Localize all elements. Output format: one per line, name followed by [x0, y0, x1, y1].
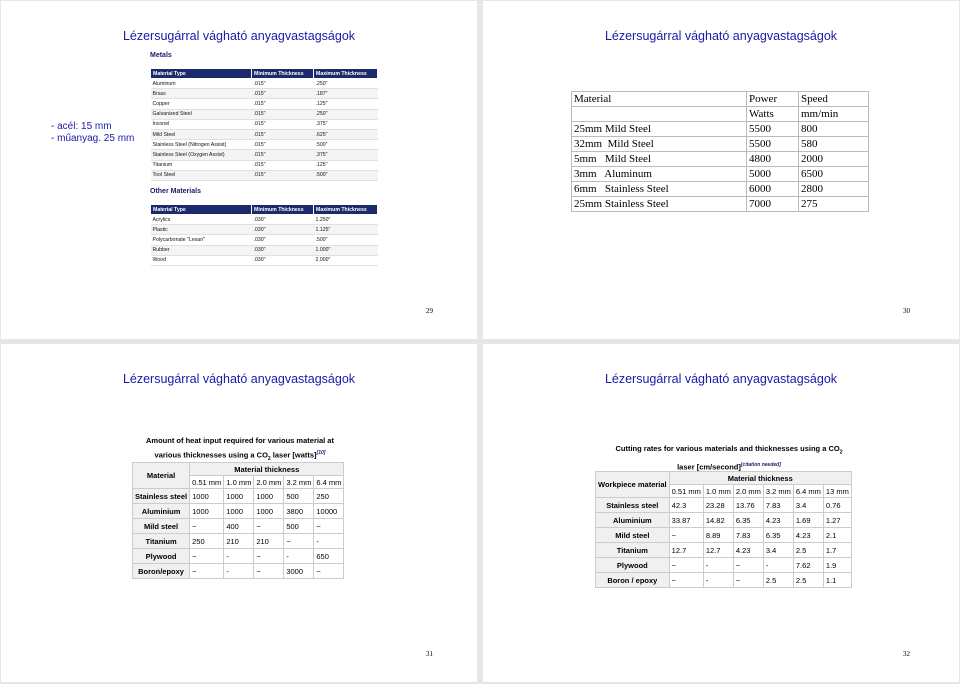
table-cell: 1000 — [224, 504, 254, 519]
column-header: Material Type — [151, 69, 252, 79]
citation-needed-link[interactable]: [citation needed] — [740, 461, 781, 468]
other-materials-heading: Other Materials — [150, 188, 201, 195]
metals-table — [150, 68, 378, 181]
table-cell: .015" — [252, 119, 314, 129]
caption-text: laser [watts] — [270, 450, 317, 460]
material-column-header: Material — [133, 463, 190, 489]
table-cell: .250" — [314, 109, 378, 119]
table-cell: − — [669, 528, 703, 543]
table-cell: 1.7 — [823, 543, 851, 558]
caption-subscript: 2 — [839, 449, 843, 456]
table-cell: .015" — [252, 99, 314, 109]
table-cell: .030" — [252, 215, 314, 225]
table-cell: Stainless Steel (Nitrogen Assist) — [151, 140, 252, 150]
table-cell: 12.7 — [669, 543, 703, 558]
table-row — [572, 137, 869, 152]
column-header: Maximum Thickness — [314, 69, 378, 79]
table-cell: 275 — [799, 197, 869, 212]
table-cell: 4.23 — [793, 528, 823, 543]
table-cell: - — [284, 549, 314, 564]
table-cell: 400 — [224, 519, 254, 534]
thickness-group-header: Material thickness — [669, 472, 851, 485]
table-cell: Galvanized Steel — [151, 109, 252, 119]
table-cell: .500" — [314, 170, 378, 180]
table-cell: Copper — [151, 99, 252, 109]
table-row — [572, 197, 869, 212]
table-cell: 25mm Stainless Steel — [572, 197, 747, 212]
table-cell: 2800 — [799, 182, 869, 197]
table-cell: - — [703, 573, 733, 588]
table-row — [151, 89, 378, 99]
table-cell: 800 — [799, 122, 869, 137]
table-cell: 23.28 — [703, 498, 733, 513]
table-cell: .030" — [252, 235, 314, 245]
bullet-item: - acél: 15 mm — [51, 121, 112, 132]
table-row — [151, 235, 378, 245]
table-row — [151, 245, 378, 255]
table-cell: 7000 — [747, 197, 799, 212]
table-cell: 32mm Mild Steel — [572, 137, 747, 152]
table-cell: .015" — [252, 129, 314, 139]
caption-text: various thicknesses using a CO — [154, 450, 268, 460]
table-cell: .015" — [252, 160, 314, 170]
cutting-rates-table — [595, 471, 852, 588]
page-number: 32 — [903, 650, 910, 658]
table-cell: 25mm Mild Steel — [572, 122, 747, 137]
table-cell: 3800 — [284, 504, 314, 519]
table-cell: − — [190, 564, 224, 579]
table-cell: mm/min — [799, 107, 869, 122]
table-cell: − — [254, 564, 284, 579]
table-cell: 1.69 — [793, 513, 823, 528]
thickness-cell: 0.51 mm — [669, 485, 703, 498]
table-cell: Mild Steel — [151, 129, 252, 139]
table-cell: Stainless Steel (Oxygen Assist) — [151, 150, 252, 160]
thickness-cell: 0.51 mm — [190, 476, 224, 489]
column-header: Maximum Thickness — [314, 205, 378, 215]
table-cell: 6000 — [747, 182, 799, 197]
table-cell: .015" — [252, 170, 314, 180]
table-row — [596, 498, 852, 513]
table-caption — [601, 443, 857, 473]
thickness-cell: 6.4 mm — [314, 476, 344, 489]
table-cell: 3.4 — [763, 543, 793, 558]
column-header: Material Type — [151, 205, 252, 215]
table-cell: 1000 — [190, 489, 224, 504]
table-cell: 3000 — [284, 564, 314, 579]
table-cell: Power — [747, 92, 799, 107]
table-cell: 5500 — [747, 137, 799, 152]
bullet-item: - műanyag. 25 mm — [51, 133, 135, 144]
thickness-cell: 2.0 mm — [733, 485, 763, 498]
header-row — [133, 463, 344, 476]
material-column-header: Workpiece material — [596, 472, 670, 498]
table-cell: Material — [572, 92, 747, 107]
slide-29 — [1, 1, 477, 339]
table-cell: − — [733, 573, 763, 588]
table-row — [596, 513, 852, 528]
table-cell: - — [703, 558, 733, 573]
table-cell: 10000 — [314, 504, 344, 519]
table-cell: Brass — [151, 89, 252, 99]
table-cell: 1.250" — [314, 215, 378, 225]
row-header: Stainless steel — [133, 489, 190, 504]
table-cell: 2.5 — [763, 573, 793, 588]
table-cell: Inconel — [151, 119, 252, 129]
table-row — [572, 182, 869, 197]
table-cell: .625" — [314, 129, 378, 139]
table-row — [151, 140, 378, 150]
header-row — [596, 472, 852, 485]
row-header: Mild steel — [596, 528, 670, 543]
table-cell: 5500 — [747, 122, 799, 137]
table-cell: .030" — [252, 245, 314, 255]
slide-title: Lézersugárral vágható anyagvastagságok — [604, 372, 838, 386]
slide-title: Lézersugárral vágható anyagvastagságok — [122, 29, 356, 43]
row-header: Aluminium — [596, 513, 670, 528]
table-row — [151, 99, 378, 109]
table-cell: Plastic — [151, 225, 252, 235]
table-cell: 8.89 — [703, 528, 733, 543]
table-cell: .500" — [314, 235, 378, 245]
table-cell: Titanium — [151, 160, 252, 170]
slide-30 — [483, 1, 959, 339]
slide-32 — [483, 344, 959, 682]
table-row — [133, 519, 344, 534]
row-header: Mild steel — [133, 519, 190, 534]
table-cell: − — [669, 573, 703, 588]
table-cell: 6.35 — [763, 528, 793, 543]
table-cell: 580 — [799, 137, 869, 152]
table-cell: 13.76 — [733, 498, 763, 513]
table-cell: .015" — [252, 79, 314, 89]
table-cell: 1000 — [254, 504, 284, 519]
caption-subscript: 2 — [267, 456, 271, 462]
table-cell: - — [224, 549, 254, 564]
table-cell: Watts — [747, 107, 799, 122]
table-row — [151, 109, 378, 119]
table-cell: .125" — [314, 160, 378, 170]
table-cell: 3.4 — [793, 498, 823, 513]
table-cell: 6.35 — [733, 513, 763, 528]
table-cell: - — [763, 558, 793, 573]
table-cell: 33.87 — [669, 513, 703, 528]
row-header: Stainless steel — [596, 498, 670, 513]
table-cell: − — [314, 564, 344, 579]
table-cell: .015" — [252, 150, 314, 160]
table-cell: − — [254, 519, 284, 534]
table-cell: .030" — [252, 255, 314, 265]
table-cell: − — [190, 549, 224, 564]
table-cell: 5000 — [747, 167, 799, 182]
column-header: Minimum Thickness — [252, 205, 314, 215]
bullet-list — [51, 121, 134, 145]
table-row — [596, 573, 852, 588]
table-cell: 7.83 — [733, 528, 763, 543]
thickness-group-header: Material thickness — [190, 463, 344, 476]
row-header: Titanium — [596, 543, 670, 558]
table-row — [151, 215, 378, 225]
table-row — [151, 129, 378, 139]
table-cell: - — [224, 564, 254, 579]
table-cell: 1000 — [254, 489, 284, 504]
table-cell: Tool Steel — [151, 170, 252, 180]
metals-heading: Metals — [150, 52, 172, 59]
table-cell: 0.76 — [823, 498, 851, 513]
table-cell: 7.62 — [793, 558, 823, 573]
table-row — [151, 160, 378, 170]
caption-line: Amount of heat input required for various material at — [146, 436, 334, 445]
table-row — [572, 92, 869, 107]
table-cell: .187" — [314, 89, 378, 99]
page-number: 29 — [426, 307, 433, 315]
table-cell: .250" — [314, 79, 378, 89]
table-cell: 2.000" — [314, 255, 378, 265]
table-cell: .375" — [314, 119, 378, 129]
table-cell: .015" — [252, 140, 314, 150]
table-cell: 210 — [254, 534, 284, 549]
table-row — [133, 489, 344, 504]
table-cell: .015" — [252, 89, 314, 99]
table-cell: 1.125" — [314, 225, 378, 235]
thickness-cell: 1.0 mm — [703, 485, 733, 498]
table-cell: Polycarbonate "Lexan" — [151, 235, 252, 245]
table-cell: 210 — [224, 534, 254, 549]
table-cell: .375" — [314, 150, 378, 160]
table-row — [133, 534, 344, 549]
slide-31 — [1, 344, 477, 682]
column-header: Minimum Thickness — [252, 69, 314, 79]
table-row — [151, 119, 378, 129]
table-row — [572, 167, 869, 182]
table-cell: 5mm Mild Steel — [572, 152, 747, 167]
table-cell: 3mm Aluminum — [572, 167, 747, 182]
table-cell: 1.9 — [823, 558, 851, 573]
table-cell: 1000 — [190, 504, 224, 519]
table-row — [133, 549, 344, 564]
table-cell: − — [284, 534, 314, 549]
table-cell: 6mm Stainless Steel — [572, 182, 747, 197]
table-cell: Wood — [151, 255, 252, 265]
table-cell: 42.3 — [669, 498, 703, 513]
table-cell: 500 — [284, 519, 314, 534]
row-header: Boron/epoxy — [133, 564, 190, 579]
table-row — [596, 528, 852, 543]
slide-title: Lézersugárral vágható anyagvastagságok — [122, 372, 356, 386]
row-header: Titanium — [133, 534, 190, 549]
row-header: Aluminium — [133, 504, 190, 519]
row-header: Plywood — [596, 558, 670, 573]
table-cell: Aluminum — [151, 79, 252, 89]
table-cell — [572, 107, 747, 122]
table-cell: 250 — [314, 489, 344, 504]
slide-title: Lézersugárral vágható anyagvastagságok — [604, 29, 838, 43]
table-cell: 250 — [190, 534, 224, 549]
table-cell: − — [190, 519, 224, 534]
table-cell: − — [669, 558, 703, 573]
other-materials-table — [150, 204, 378, 266]
table-cell: − — [733, 558, 763, 573]
table-row — [572, 122, 869, 137]
table-row — [572, 107, 869, 122]
table-row — [151, 225, 378, 235]
table-cell: 4800 — [747, 152, 799, 167]
table-row — [133, 504, 344, 519]
row-header: Plywood — [133, 549, 190, 564]
table-cell: Rubber — [151, 245, 252, 255]
caption-text: Cutting rates for various materials and thicknesses using a CO — [615, 444, 840, 453]
table-cell: 1.000" — [314, 245, 378, 255]
thickness-cell: 3.2 mm — [284, 476, 314, 489]
table-cell: .125" — [314, 99, 378, 109]
table-cell: 2.5 — [793, 573, 823, 588]
thickness-cell: 3.2 mm — [763, 485, 793, 498]
table-cell: Speed — [799, 92, 869, 107]
table-cell: 500 — [284, 489, 314, 504]
page-number: 30 — [903, 307, 910, 315]
thickness-cell: 13 mm — [823, 485, 851, 498]
table-cell: − — [254, 549, 284, 564]
thickness-cell: 2.0 mm — [254, 476, 284, 489]
table-row — [151, 79, 378, 89]
table-cell: 650 — [314, 549, 344, 564]
table-cell: 2000 — [799, 152, 869, 167]
table-cell: .030" — [252, 225, 314, 235]
table-cell: 7.83 — [763, 498, 793, 513]
table-row — [572, 152, 869, 167]
table-cell: 6500 — [799, 167, 869, 182]
table-cell: .015" — [252, 109, 314, 119]
table-row — [151, 150, 378, 160]
row-header: Boron / epoxy — [596, 573, 670, 588]
table-cell: 2.5 — [793, 543, 823, 558]
table-row — [596, 558, 852, 573]
heat-input-table — [132, 462, 344, 579]
table-cell: - — [314, 534, 344, 549]
table-cell: 4.23 — [763, 513, 793, 528]
citation-link[interactable]: [10] — [316, 450, 326, 456]
thickness-cell: 1.0 mm — [224, 476, 254, 489]
thickness-cell: 6.4 mm — [793, 485, 823, 498]
table-cell: 14.82 — [703, 513, 733, 528]
table-cell: 1.1 — [823, 573, 851, 588]
table-cell: Acrylics — [151, 215, 252, 225]
table-row — [151, 255, 378, 265]
table-row — [596, 543, 852, 558]
table-cell: .500" — [314, 140, 378, 150]
page-number: 31 — [426, 650, 433, 658]
table-cell: 4.23 — [733, 543, 763, 558]
table-cell: 1000 — [224, 489, 254, 504]
table-caption — [131, 435, 349, 465]
table-cell: 12.7 — [703, 543, 733, 558]
power-speed-table — [571, 91, 869, 212]
table-cell: 2.1 — [823, 528, 851, 543]
caption-text: laser [cm/second] — [677, 462, 741, 471]
table-cell: 1.27 — [823, 513, 851, 528]
table-row — [133, 564, 344, 579]
table-row — [151, 170, 378, 180]
table-cell: − — [314, 519, 344, 534]
